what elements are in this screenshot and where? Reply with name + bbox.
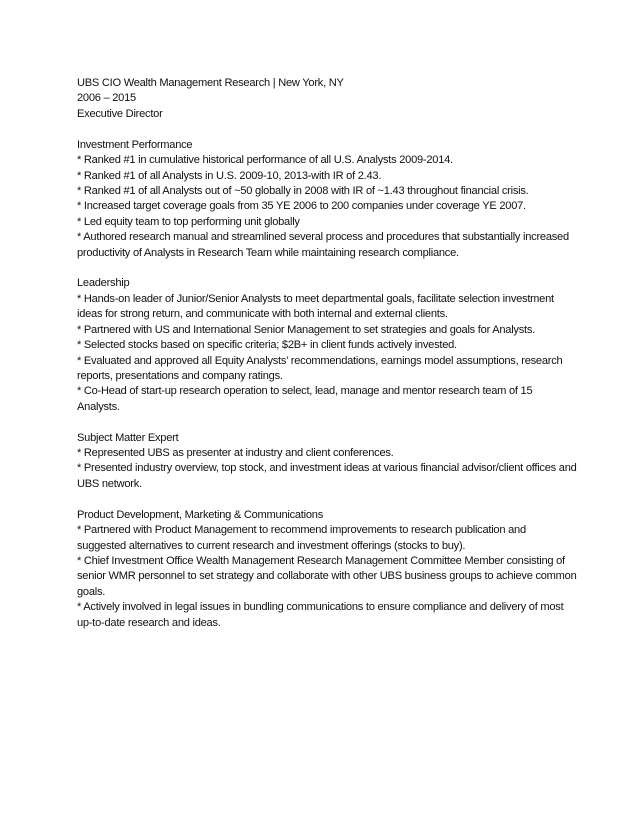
position-header [77,76,577,122]
bullet-item: * Presented industry overview, top stock, and investment ideas at various financial advisor/client offices and UBS network. [77,462,577,490]
section-title: Product Development, Marketing & Communications [77,508,323,521]
section-title: Subject Matter Expert [77,431,179,444]
bullet-item: * Ranked #1 of all Analysts in U.S. 2009-10, 2013-with IR of 2.43. [77,169,382,182]
resume-page [77,76,577,631]
bullet-item: * Partnered with US and International Senior Management to set strategies and goals for Analysts. [77,323,535,336]
section-product-development [77,508,577,631]
bullet-item: * Represented UBS as presenter at industry and client conferences. [77,447,394,460]
bullet-item: * Actively involved in legal issues in bundling communications to ensure compliance and delivery of most up-to-date research and ideas. [77,601,564,629]
bullet-item: * Selected stocks based on specific criteria; $2B+ in client funds actively invested. [77,339,457,352]
employer-location: UBS CIO Wealth Management Research | New York, NY [77,77,344,89]
section-title: Leadership [77,277,130,290]
section-subject-matter-expert [77,431,577,493]
bullet-item: * Evaluated and approved all Equity Analysts’ recommendations, earnings model assumptions, research reports, presentations and company ratings. [77,354,563,382]
job-title: Executive Director [77,107,163,120]
bullet-item: * Ranked #1 of all Analysts out of ~50 globally in 2008 with IR of ~1.43 throughout financial crisis. [77,184,529,197]
section-title: Investment Performance [77,138,193,151]
section-leadership [77,276,577,415]
section-investment-performance [77,138,577,261]
bullet-item: * Increased target coverage goals from 35 YE 2006 to 200 companies under coverage YE 2007. [77,200,526,213]
bullet-item: * Authored research manual and streamlined several process and procedures that substantially increased productivity of Analysts in Research Team while maintaining research compliance. [77,231,569,259]
bullet-item: * Ranked #1 in cumulative historical performance of all U.S. Analysts 2009-2014. [77,154,453,167]
bullet-item: * Partnered with Product Management to recommend improvements to research publication and suggested alternatives to current research and investment offerings (stocks to buy). [77,524,526,552]
bullet-item: * Hands-on leader of Junior/Senior Analysts to meet departmental goals, facilitate selection investment ideas for strong return, and communicate with both internal and external clients. [77,292,554,321]
bullet-item: * Chief Investment Office Wealth Management Research Management Committee Member consisting of senior WMR personnel to set strategy and collaborate with other UBS business groups to achieve common goals. [77,554,577,598]
bullet-item: * Co-Head of start-up research operation to select, lead, manage and mentor research team of 15 Analysts. [77,385,533,413]
bullet-item: * Led equity team to top performing unit globally [77,215,300,228]
date-range: 2006 – 2015 [77,92,136,105]
